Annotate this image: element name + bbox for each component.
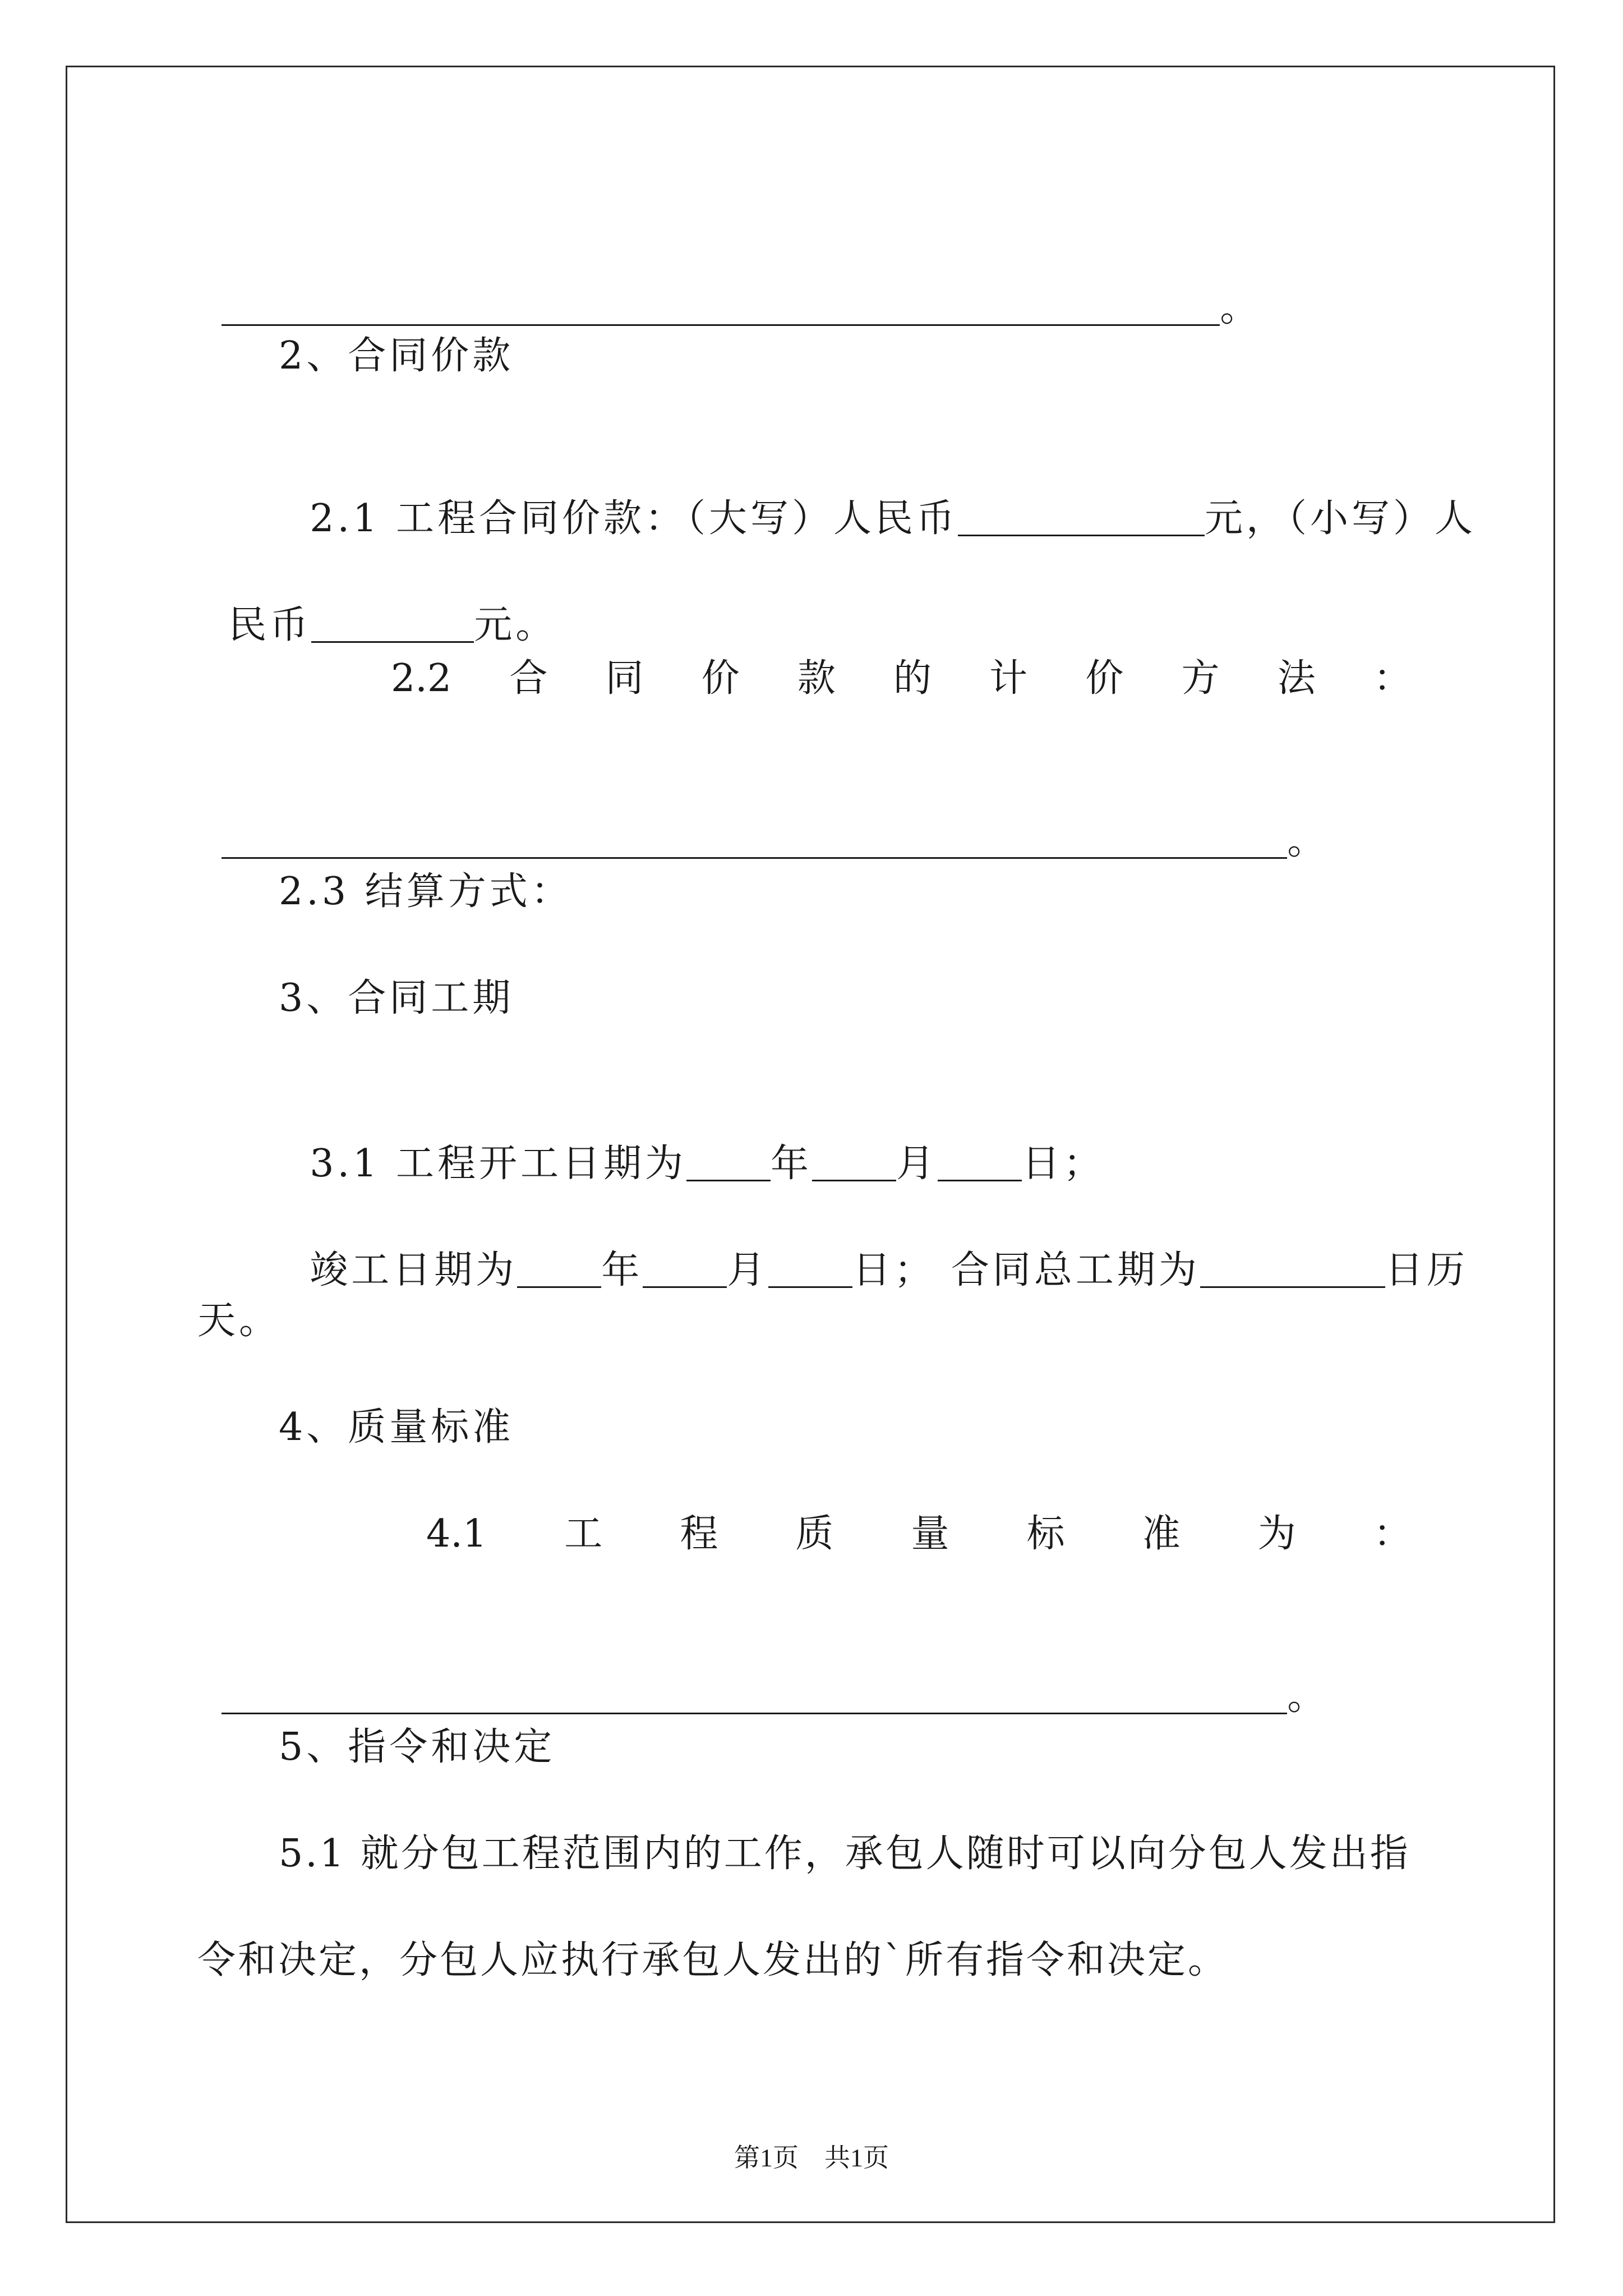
clause-2-1-line-2: 民币 元。 — [197, 541, 557, 597]
clause-3-1-start: 3.1 工程开工日期为 年 月 日； — [279, 1080, 1105, 1136]
fill-blank[interactable] — [222, 280, 1220, 326]
clause-2-3: 2.3 结算方式： — [279, 869, 573, 914]
clause-4-1-blank-line: 。 — [197, 1613, 1325, 1669]
start-month-blank[interactable] — [812, 1136, 896, 1181]
total-days-blank[interactable] — [1200, 1243, 1385, 1288]
section-5-heading: 5、指令和决定 — [279, 1725, 556, 1769]
pricing-method-blank[interactable] — [222, 813, 1287, 859]
quality-standard-blank[interactable] — [222, 1669, 1287, 1714]
start-day-blank[interactable] — [938, 1136, 1022, 1181]
end-year-blank[interactable] — [517, 1243, 601, 1288]
clause-2-2-blank-line: 。 — [197, 757, 1325, 813]
price-lower-blank[interactable] — [311, 597, 474, 643]
section-4-heading: 4、质量标准 — [279, 1405, 514, 1450]
clause-5-1-line-2: 令和决定，分包人应执行承包人发出的`所有指令和决定。 — [197, 1938, 1229, 1982]
clause-2-2-justified: 2.2 合 同 价 款 的 计 价 方 法 ： — [391, 656, 1412, 701]
blank-line-1: 。 — [197, 224, 1258, 280]
price-upper-blank[interactable] — [958, 491, 1205, 536]
end-day-blank[interactable] — [768, 1243, 852, 1288]
clause-5-1-line-1: 5.1 就分包工程范围内的工作，承包人随时可以向分包人发出指 — [279, 1832, 1410, 1876]
clause-4-1-justified: 4.1 工 程 质 量 标 准 为 ： — [426, 1512, 1412, 1556]
start-year-blank[interactable] — [686, 1136, 771, 1181]
clause-3-1-completion: 竣工日期为 年 月 日； 合同总工期为 日历 — [279, 1186, 1468, 1243]
clause-2-1-line-1: 2.1 工程合同价款：（大写）人民币 元，（小写）人 — [279, 435, 1476, 491]
end-month-blank[interactable] — [643, 1243, 727, 1288]
section-2-heading: 2、合同价款 — [279, 334, 514, 378]
page-footer: 第1页 共1页 — [734, 2143, 889, 2172]
clause-3-1-cont: 天。 — [197, 1299, 281, 1343]
section-3-heading: 3、合同工期 — [279, 976, 514, 1020]
